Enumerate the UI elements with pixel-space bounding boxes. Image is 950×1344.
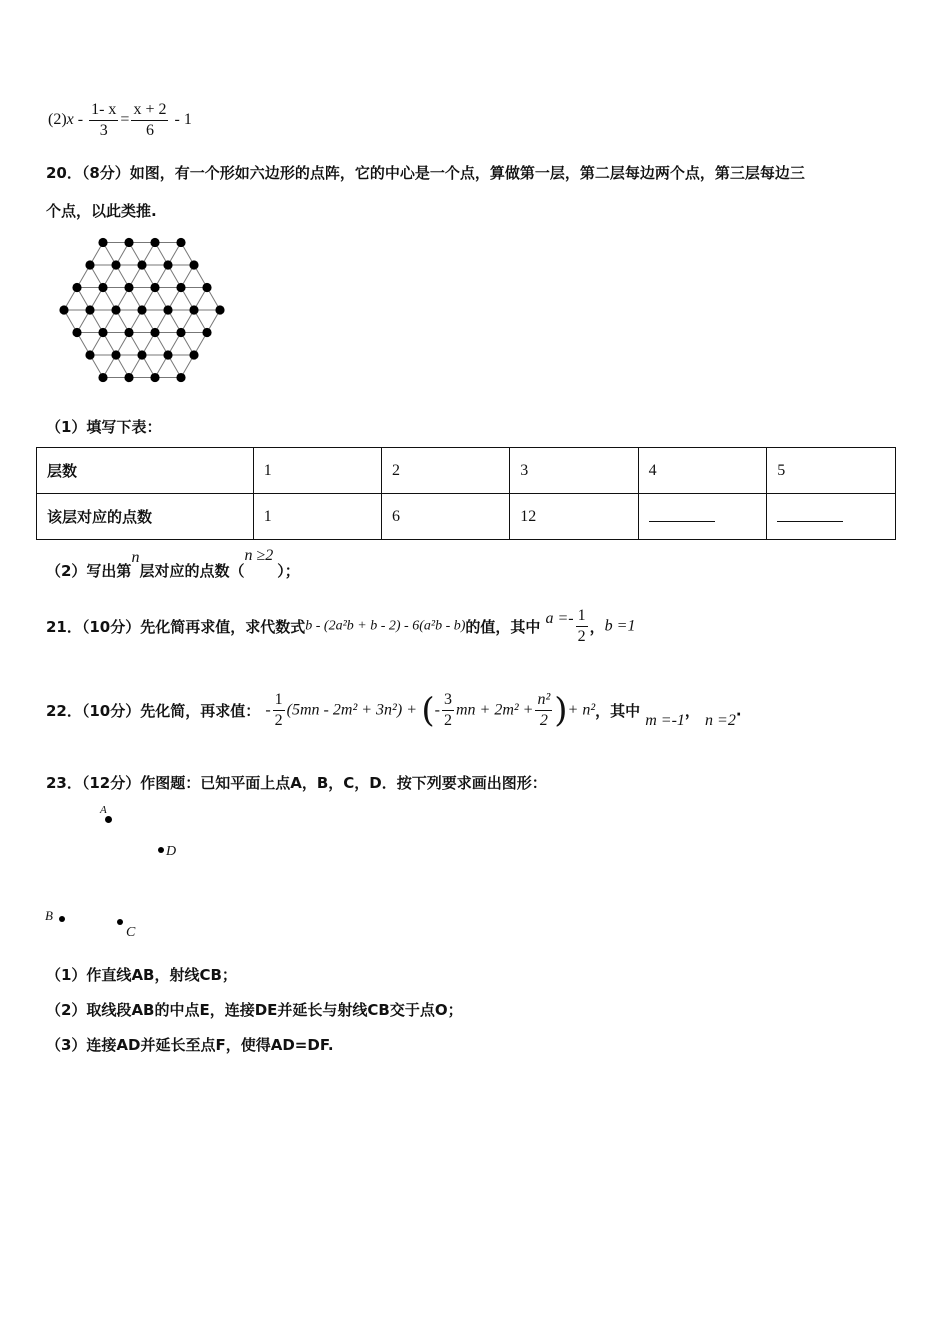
equation-2 bbox=[48, 100, 192, 141]
point-a-dot bbox=[105, 816, 112, 823]
lattice-dot bbox=[98, 328, 107, 337]
lattice-dot bbox=[124, 373, 133, 382]
lattice-dot bbox=[150, 373, 159, 382]
q20-text-line2: 个点，以此类推. bbox=[46, 202, 157, 220]
lattice-dot bbox=[189, 260, 198, 269]
fraction-numerator: 1- x bbox=[89, 100, 118, 121]
lattice-dot bbox=[202, 283, 211, 292]
q21-line bbox=[46, 606, 635, 647]
lattice-dot bbox=[189, 350, 198, 359]
fraction-numerator: x + 2 bbox=[131, 100, 168, 121]
fraction-numerator: 1 bbox=[273, 690, 285, 711]
lattice-dot bbox=[137, 260, 146, 269]
lattice-dot bbox=[111, 350, 120, 359]
q21-b-value: b =1 bbox=[604, 617, 636, 635]
q22-fraction-3 bbox=[535, 690, 552, 731]
point-d bbox=[158, 840, 176, 860]
lattice-dot bbox=[150, 328, 159, 337]
lattice-dot bbox=[124, 283, 133, 292]
q21-lead: 21．（10分）先化简再求值，求代数式 bbox=[46, 618, 306, 636]
q20-sub2 bbox=[46, 548, 300, 584]
table-cell: 4 bbox=[638, 448, 767, 494]
fraction-denominator: 2 bbox=[577, 628, 586, 645]
layer-count-table bbox=[36, 447, 896, 540]
equation-equals: = bbox=[120, 111, 130, 129]
table-cell: 12 bbox=[510, 494, 638, 540]
lattice-dot bbox=[150, 283, 159, 292]
q22-sep: ， bbox=[684, 702, 700, 720]
q22-fraction-1 bbox=[273, 690, 285, 731]
table-cell: 2 bbox=[381, 448, 509, 494]
lattice-dot bbox=[124, 238, 133, 247]
q22-line bbox=[46, 690, 742, 731]
fraction-denominator: 6 bbox=[145, 122, 154, 139]
point-c bbox=[117, 915, 136, 940]
answer-blank bbox=[777, 507, 843, 522]
fraction-numerator: 3 bbox=[442, 690, 454, 711]
lattice-dot bbox=[163, 350, 172, 359]
lattice-dot bbox=[202, 328, 211, 337]
q20-sub2-lead: （2）写出第 bbox=[46, 562, 132, 580]
lattice-dot bbox=[72, 283, 81, 292]
lattice-dot bbox=[215, 305, 224, 314]
table-header-cell: 该层对应的点数 bbox=[37, 494, 254, 540]
lattice-dot bbox=[176, 373, 185, 382]
equation-var: x bbox=[66, 111, 74, 129]
lattice-dot bbox=[176, 238, 185, 247]
lattice-dot bbox=[176, 328, 185, 337]
q21-a-fraction bbox=[576, 606, 588, 647]
lattice-dot bbox=[85, 350, 94, 359]
point-c-label: C bbox=[126, 925, 136, 940]
point-b-dot bbox=[59, 916, 65, 922]
lattice-dot bbox=[163, 305, 172, 314]
table-cell: 5 bbox=[767, 448, 896, 494]
q21-mid: 的值，其中 bbox=[465, 618, 541, 636]
lattice-dot bbox=[98, 283, 107, 292]
q22-neg-2: - bbox=[434, 701, 440, 719]
q21-a-lhs: a =- bbox=[545, 609, 574, 627]
lattice-dot bbox=[150, 238, 159, 247]
lattice-dot bbox=[176, 283, 185, 292]
q22-plus: + bbox=[407, 701, 417, 719]
lattice-dot bbox=[98, 238, 107, 247]
fraction-numerator: 1 bbox=[576, 606, 588, 627]
lattice-dot bbox=[111, 260, 120, 269]
q22-end: . bbox=[735, 701, 742, 720]
q22-mid: ，其中 bbox=[595, 702, 641, 720]
fraction-numerator: n² bbox=[535, 690, 552, 711]
q21-expression: b - (2a²b + b - 2) - 6(a²b - b) bbox=[305, 618, 466, 634]
point-d-label: D bbox=[166, 844, 177, 859]
q20-sub2-end: ）； bbox=[277, 562, 300, 580]
q23-lead: 23．（12分）作图题：已知平面上点A，B，C，D．按下列要求画出图形： bbox=[46, 774, 547, 792]
table-cell: 1 bbox=[253, 448, 381, 494]
q22-m-value: m =-1 bbox=[645, 711, 685, 729]
table-cell: 3 bbox=[510, 448, 638, 494]
q20-sub1: （1）填写下表： bbox=[46, 418, 162, 436]
q22-n-value: n =2 bbox=[705, 711, 736, 729]
table-cell-blank bbox=[638, 494, 767, 540]
q22-inner-2: mn + 2m² + bbox=[455, 701, 534, 719]
equation-minus: - bbox=[77, 111, 84, 129]
q20-sub2-n: n bbox=[131, 549, 140, 566]
point-a-label: A bbox=[100, 804, 107, 816]
fraction-denominator: 2 bbox=[443, 712, 452, 729]
table-cell: 6 bbox=[381, 494, 509, 540]
equation-fraction-right bbox=[131, 100, 168, 141]
lattice-dot bbox=[137, 305, 146, 314]
q22-tail: + n² bbox=[567, 701, 596, 719]
table-row bbox=[37, 494, 896, 540]
q23-step-3: （3）连接AD并延长至点F，使得AD=DF. bbox=[46, 1036, 334, 1054]
point-d-dot bbox=[158, 847, 164, 853]
q22-paren-open: ( bbox=[421, 690, 435, 731]
q22-neg: - bbox=[265, 701, 271, 719]
q22-paren-close: ) bbox=[554, 690, 568, 731]
point-b-label: B bbox=[45, 908, 53, 923]
lattice-dot bbox=[98, 373, 107, 382]
table-row bbox=[37, 448, 896, 494]
q22-lead: 22．（10分）先化简，再求值： bbox=[46, 702, 261, 720]
hexagon-dot-lattice bbox=[50, 230, 234, 394]
q23-step-2: （2）取线段AB的中点E，连接DE并延长与射线CB交于点O； bbox=[46, 1001, 463, 1019]
lattice-dot bbox=[124, 328, 133, 337]
table-cell-blank bbox=[767, 494, 896, 540]
q21-sep: ， bbox=[589, 618, 605, 636]
lattice-dot bbox=[85, 260, 94, 269]
point-c-dot bbox=[117, 919, 123, 925]
lattice-dot bbox=[111, 305, 120, 314]
point-b bbox=[45, 905, 53, 924]
q20-text-line1: 20．（8分）如图，有一个形如六边形的点阵，它的中心是一个点，算做第一层，第二层每边两个点，第三层每边三 bbox=[46, 164, 805, 182]
table-cell: 1 bbox=[253, 494, 381, 540]
lattice-dot bbox=[163, 260, 172, 269]
lattice-dot bbox=[189, 305, 198, 314]
lattice-dot bbox=[85, 305, 94, 314]
q20-sub2-condition: n ≥2 bbox=[244, 547, 274, 564]
q22-inner-1: (5mn - 2m² + 3n²) bbox=[286, 701, 403, 719]
lattice-dot bbox=[59, 305, 68, 314]
table-header-cell: 层数 bbox=[37, 448, 254, 494]
q23-step-1: （1）作直线AB，射线CB； bbox=[46, 966, 237, 984]
fraction-denominator: 2 bbox=[539, 712, 548, 729]
lattice-dot bbox=[72, 328, 81, 337]
answer-blank bbox=[649, 507, 715, 522]
fraction-denominator: 3 bbox=[99, 122, 108, 139]
equation-fraction-left bbox=[89, 100, 118, 141]
fraction-denominator: 2 bbox=[274, 712, 283, 729]
q20-sub2-mid: 层对应的点数（ bbox=[139, 562, 245, 580]
q22-fraction-2 bbox=[442, 690, 454, 731]
equation-tail: - 1 bbox=[174, 111, 192, 129]
equation-label: (2) bbox=[48, 111, 67, 129]
point-a bbox=[100, 800, 107, 819]
lattice-dot bbox=[137, 350, 146, 359]
